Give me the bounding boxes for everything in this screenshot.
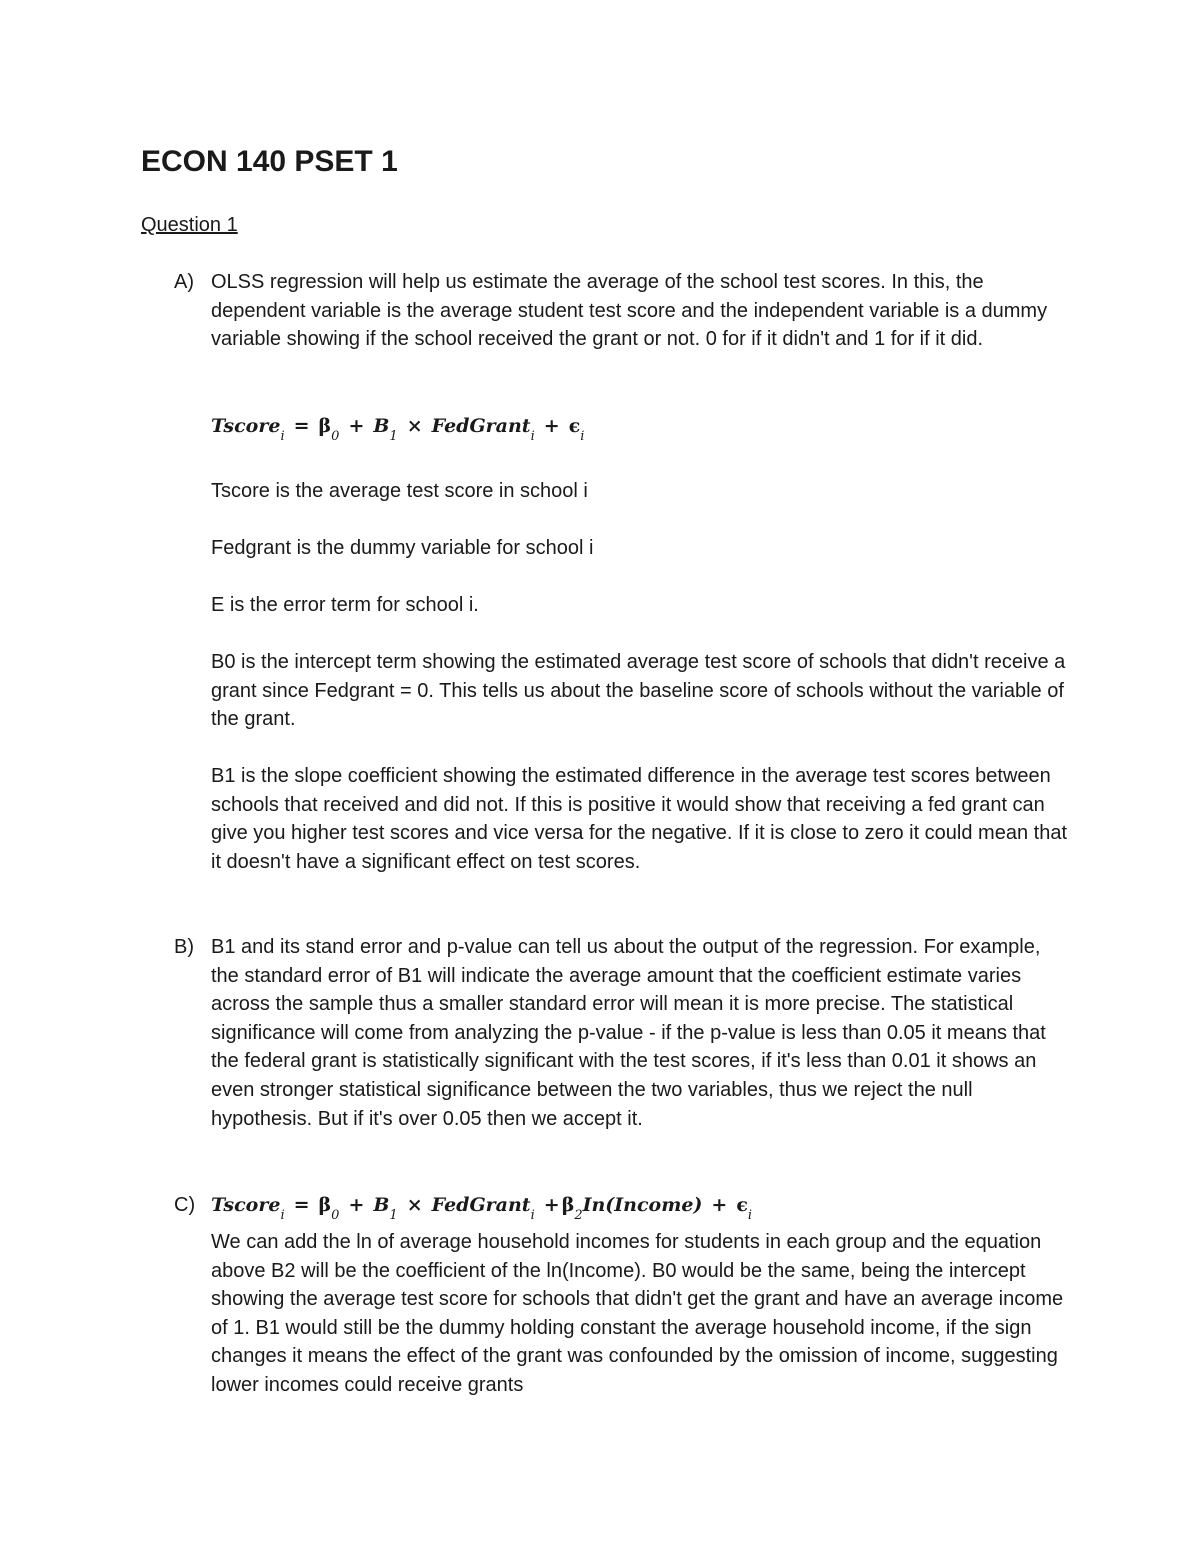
eq-plus: +	[711, 1194, 728, 1216]
eq-plus: +	[348, 1194, 365, 1216]
page-title: ECON 140 PSET 1	[141, 145, 398, 178]
eq-lhs: Tscore	[211, 1194, 281, 1216]
eq-beta0: β	[318, 415, 332, 437]
eq-lhs-subscript: i	[280, 429, 285, 444]
definition-error: E is the error term for school i.	[211, 594, 479, 616]
eq-fedgrant-subscript: i	[530, 429, 535, 444]
eq-beta0: β	[318, 1194, 332, 1216]
eq-lhs: Tscore	[211, 415, 281, 437]
eq-lhs-subscript: i	[280, 1208, 285, 1223]
part-b-marker: B)	[174, 936, 194, 958]
part-a-marker: A)	[174, 271, 194, 293]
eq-plus: +	[348, 415, 365, 437]
eq-b1: B	[373, 415, 390, 437]
eq-fedgrant: FedGrant	[431, 415, 531, 437]
eq-fedgrant: FedGrant	[431, 1194, 531, 1216]
part-c-text: We can add the ln of average household incomes for students in each group and the equation above B2 will be the coefficient of the ln(Income). B0 would be the same, being the intercept showing the average test score for schools that didn't get the grant and have an average income of 1. B1 would still be the dummy holding constant the average household income, if the sign changes it means the effect of the grant was confounded by the omission of income, suggesting lower incomes could receive grants	[211, 1231, 1064, 1396]
eq-beta2: β	[561, 1194, 575, 1216]
eq-beta0-subscript: 0	[331, 1208, 340, 1223]
part-b-text: B1 and its stand error and p-value can tell us about the output of the regression. For example, the standard error of B1 will indicate the average amount that the coefficient estimate varies across the sample thus a smaller standard error will mean it is more precise. The statistical significance will come from analyzing the p-value - if the p-value is less than 0.05 it means that the federal grant is statistically significant with the test scores, if it's less than 0.01 it shows an even stronger statistical significance between the two variables, thus we reject the null hypothesis. But if it's over 0.05 then we accept it.	[211, 936, 1046, 1130]
question-heading: Question 1	[141, 214, 238, 236]
definition-b1: B1 is the slope coefficient showing the estimated difference in the average test scores between schools that received and did not. If this is positive it would show that receiving a fed grant can give you higher test scores and vice versa for the negative. If it is close to zero it could mean that it doesn't have a significant effect on test scores.	[211, 765, 1067, 873]
part-a-intro: OLSS regression will help us estimate the average of the school test scores. In this, the dependent variable is the average student test score and the independent variable is a dummy variable showing if the school received the grant or not. 0 for if it didn't and 1 for if it did.	[211, 271, 1048, 351]
eq-epsilon: ϵ	[736, 1194, 748, 1216]
eq-plus: +	[543, 1194, 560, 1216]
eq-b1-subscript: 1	[389, 429, 398, 444]
definition-b0: B0 is the intercept term showing the estimated average test score of schools that didn't receive a grant since Fedgrant = 0. This tells us about the baseline score of schools without the variable of the grant.	[211, 651, 1066, 731]
eq-b1-subscript: 1	[389, 1208, 398, 1223]
eq-times: ×	[406, 415, 423, 437]
eq-epsilon: ϵ	[568, 415, 581, 437]
part-c-equation	[211, 1191, 752, 1230]
definition-fedgrant: Fedgrant is the dummy variable for school i	[211, 537, 594, 559]
eq-beta0-subscript: 0	[331, 429, 340, 444]
eq-epsilon-subscript: i	[747, 1208, 753, 1223]
eq-plus: +	[543, 415, 560, 437]
eq-times: ×	[406, 1194, 423, 1216]
eq-beta2-subscript: 2	[574, 1208, 583, 1223]
eq-equals: =	[293, 415, 310, 437]
part-c-marker: C)	[174, 1194, 196, 1216]
eq-ln-income: In(Income)	[582, 1194, 703, 1216]
eq-equals: =	[293, 1194, 310, 1216]
definition-tscore: Tscore is the average test score in school i	[211, 480, 588, 502]
eq-b1: B	[373, 1194, 390, 1216]
part-a-equation	[211, 412, 584, 451]
eq-epsilon-subscript: i	[580, 429, 585, 444]
eq-fedgrant-subscript: i	[530, 1208, 535, 1223]
